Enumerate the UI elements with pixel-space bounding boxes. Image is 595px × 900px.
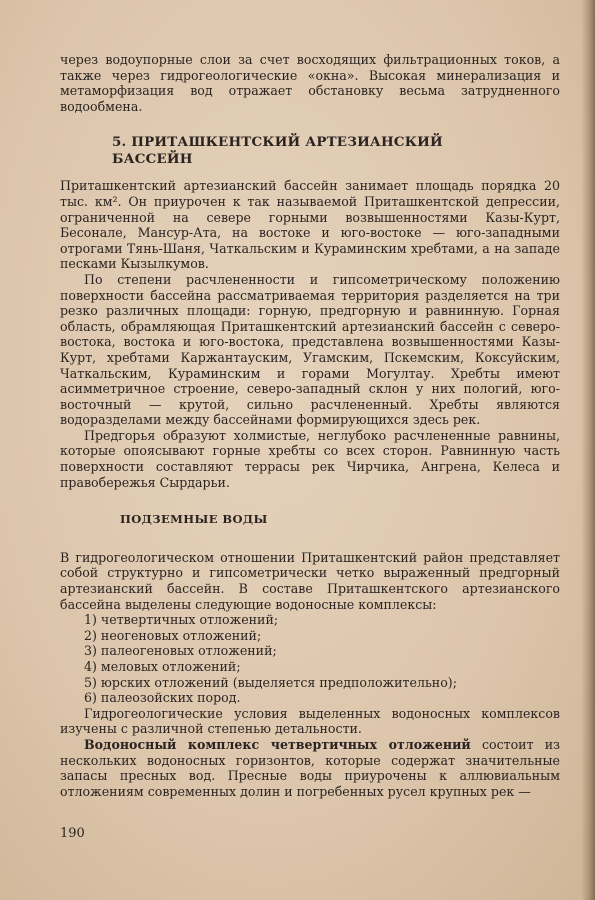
final-paragraph-lead: Водоносный комплекс четвертичных отложений (84, 736, 471, 752)
final-paragraph-text: состоит из нескольких водоносных горизонтов, которые содержат значительные запасы пресных вод. Пресные воды приурочены к аллювиальным отложениям современных долин и погребенных русел крупных рек — (60, 736, 560, 799)
list-item: 3) палеогеновых отложений; (84, 643, 277, 659)
section-paragraph: Предгорья образуют холмистые, неглубоко расчлененные равнины, которые опоясывают горные хребты со всех сторон. Равнинную часть поверхности составляют террасы рек Чирчика, Ангрена, Келеса и правобережья Сырдарьи. (60, 427, 560, 490)
section-paragraph: Приташкентский артезианский бассейн занимает площадь порядка 20 тыс. км². Он приурочен к так называемой Приташкентской депрессии, ограниченной на севере горными возвышенностями Казы-Курт, Бесонале, Мансур-Ата, на востоке и юго-востоке — юго-западными отрогами Тянь-Шаня, Чаткальским и Кураминским хребтами, а на западе песками Кызылкумов. (60, 178, 560, 272)
list-item: 6) палеозойских пород. (84, 690, 241, 706)
aquifer-complex-list (60, 612, 560, 706)
list-item: 5) юрских отложений (выделяется предположительно); (84, 674, 457, 690)
study-paragraph: Гидрогеологические условия выделенных водоносных комплексов изучены с различной степенью детальности. (60, 705, 560, 737)
subsection-title: ПОДЗЕМНЫЕ ВОДЫ (120, 512, 268, 527)
section-paragraph: По степени расчлененности и гипсометрическому положению поверхности бассейна рассматриваемая территория разделяется на три резко различных площади: горную, предгорную и равнинную. Горная область, обрамляющая Приташкентский артезианский бассейн с северо-востока, востока и юго-востока, представлена возвышенностями Казы-Курт, хребтами Каржантауским, Угамским, Пскемским, Коксуйским, Чаткальским, Кураминским и горами Могултау. Хребты имеют асимметричное строение, северо-западный склон у них пологий, юго-восточный — крутой, сильно расчлененный. Хребты являются водоразделами между бассейнами формирующихся здесь рек. (60, 271, 560, 428)
list-item: 4) меловых отложений; (84, 659, 241, 674)
opening-paragraph: через водоупорные слои за счет восходящих фильтрационных токов, а также через гидрогеологические «окна». Высокая минерализация и метаморфизация вод отражает обстановку весьма затрудненного водообмена. (60, 52, 560, 114)
page-number: 190 (60, 826, 85, 841)
list-item: 2) неогеновых отложений; (84, 627, 262, 643)
section-title-line-1: 5. ПРИТАШКЕНТСКИЙ АРТЕЗИАНСКИЙ (112, 134, 443, 151)
page-content (60, 52, 560, 799)
section-title (60, 134, 560, 168)
page-edge-shadow (581, 0, 595, 900)
section-title-line-2: БАССЕЙН (112, 151, 193, 168)
list-item: 1) четвертичных отложений; (84, 612, 279, 628)
final-paragraph (60, 737, 560, 799)
subsection-intro-paragraph: В гидрогеологическом отношении Приташкентский район представляет собой структурно и гипсометрически четко выраженный предгорный артезианский бассейн. В составе Приташкентского артезианского бассейна выделены следующие водоносные комплексы: (60, 549, 560, 612)
